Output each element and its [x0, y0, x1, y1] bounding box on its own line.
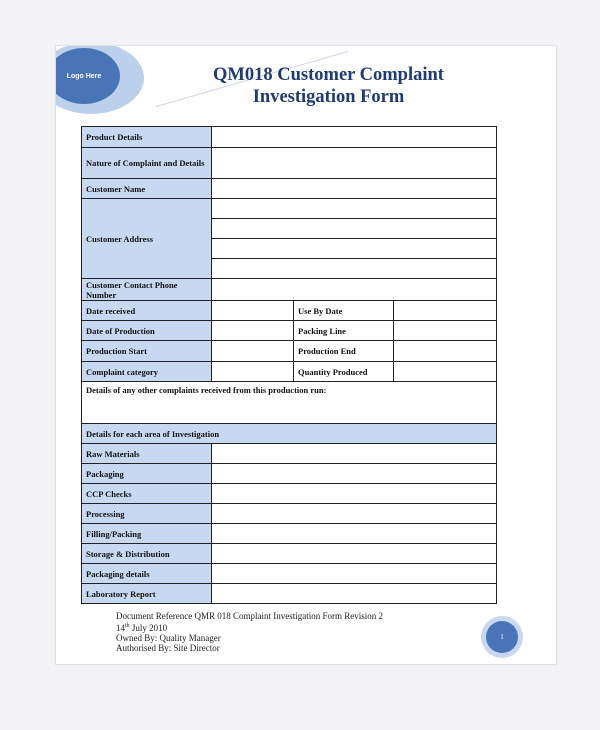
title-line-1: QM018 Customer Complaint	[213, 65, 444, 85]
label-nature-of-complaint: Nature of Complaint and Details	[82, 148, 212, 179]
complaint-form-table	[81, 126, 497, 604]
footer-reference: Document Reference QMR 018 Complaint Investigation Form Revision 2	[116, 611, 383, 621]
table-row	[82, 341, 497, 362]
label-use-by-date: Use By Date	[294, 301, 394, 321]
date-received-field[interactable]	[212, 301, 294, 321]
packing-line-field[interactable]	[394, 321, 497, 341]
label-quantity-produced: Quantity Produced	[294, 362, 394, 382]
customer-address-line-4[interactable]	[212, 259, 497, 279]
page-title	[151, 64, 506, 108]
customer-address-line-2[interactable]	[212, 219, 497, 239]
laboratory-report-field[interactable]	[212, 584, 497, 604]
document-footer	[116, 611, 456, 653]
table-row	[82, 279, 497, 301]
nature-of-complaint-field[interactable]	[212, 148, 497, 179]
table-row	[82, 424, 497, 444]
table-row	[82, 504, 497, 524]
production-end-field[interactable]	[394, 341, 497, 362]
table-row	[82, 301, 497, 321]
label-packing-line: Packing Line	[294, 321, 394, 341]
label-area-storage-distribution: Storage & Distribution	[82, 544, 212, 564]
table-row	[82, 179, 497, 199]
label-area-packaging-details: Packaging details	[82, 564, 212, 584]
table-row	[82, 564, 497, 584]
page-number-badge	[481, 616, 523, 658]
ccp-checks-field[interactable]	[212, 484, 497, 504]
processing-field[interactable]	[212, 504, 497, 524]
table-row	[82, 544, 497, 564]
table-row	[82, 464, 497, 484]
table-row	[82, 199, 497, 219]
customer-address-line-1[interactable]	[212, 199, 497, 219]
table-row	[82, 148, 497, 179]
table-row	[82, 321, 497, 341]
storage-distribution-field[interactable]	[212, 544, 497, 564]
other-complaints-field[interactable]: Details of any other complaints received from this production run:	[82, 382, 497, 424]
table-row	[82, 444, 497, 464]
filling-packing-field[interactable]	[212, 524, 497, 544]
customer-contact-phone-field[interactable]	[212, 279, 497, 301]
use-by-date-field[interactable]	[394, 301, 497, 321]
raw-materials-field[interactable]	[212, 444, 497, 464]
document-page	[55, 45, 557, 665]
label-product-details: Product Details	[82, 127, 212, 148]
table-row	[82, 127, 497, 148]
packaging-details-field[interactable]	[212, 564, 497, 584]
label-customer-contact-phone: Customer Contact Phone Number	[82, 279, 212, 301]
label-area-packaging: Packaging	[82, 464, 212, 484]
label-complaint-category: Complaint category	[82, 362, 212, 382]
customer-address-line-3[interactable]	[212, 239, 497, 259]
label-date-of-production: Date of Production	[82, 321, 212, 341]
table-row	[82, 484, 497, 504]
footer-authorised-by: Authorised By: Site Director	[116, 643, 220, 653]
production-start-field[interactable]	[212, 341, 294, 362]
investigation-header: Details for each area of Investigation	[82, 424, 497, 444]
title-line-2: Investigation Form	[252, 87, 405, 107]
label-area-raw-materials: Raw Materials	[82, 444, 212, 464]
quantity-produced-field[interactable]	[394, 362, 497, 382]
page-number: 1	[486, 621, 518, 653]
customer-name-field[interactable]	[212, 179, 497, 199]
table-row	[82, 382, 497, 424]
logo	[55, 45, 144, 114]
label-production-start: Production Start	[82, 341, 212, 362]
footer-date: 14th July 2010	[116, 623, 168, 633]
table-row	[82, 584, 497, 604]
footer-owned-by: Owned By: Quality Manager	[116, 633, 221, 643]
label-area-laboratory-report: Laboratory Report	[82, 584, 212, 604]
table-row	[82, 362, 497, 382]
logo-circle	[55, 48, 120, 104]
label-date-received: Date received	[82, 301, 212, 321]
date-of-production-field[interactable]	[212, 321, 294, 341]
logo-text: Logo Here	[66, 72, 102, 80]
label-production-end: Production End	[294, 341, 394, 362]
label-area-ccp-checks: CCP Checks	[82, 484, 212, 504]
table-row	[82, 524, 497, 544]
label-customer-address: Customer Address	[82, 199, 212, 279]
product-details-field[interactable]	[212, 127, 497, 148]
label-customer-name: Customer Name	[82, 179, 212, 199]
label-area-processing: Processing	[82, 504, 212, 524]
packaging-field[interactable]	[212, 464, 497, 484]
complaint-category-field[interactable]	[212, 362, 294, 382]
label-area-filling-packing: Filling/Packing	[82, 524, 212, 544]
